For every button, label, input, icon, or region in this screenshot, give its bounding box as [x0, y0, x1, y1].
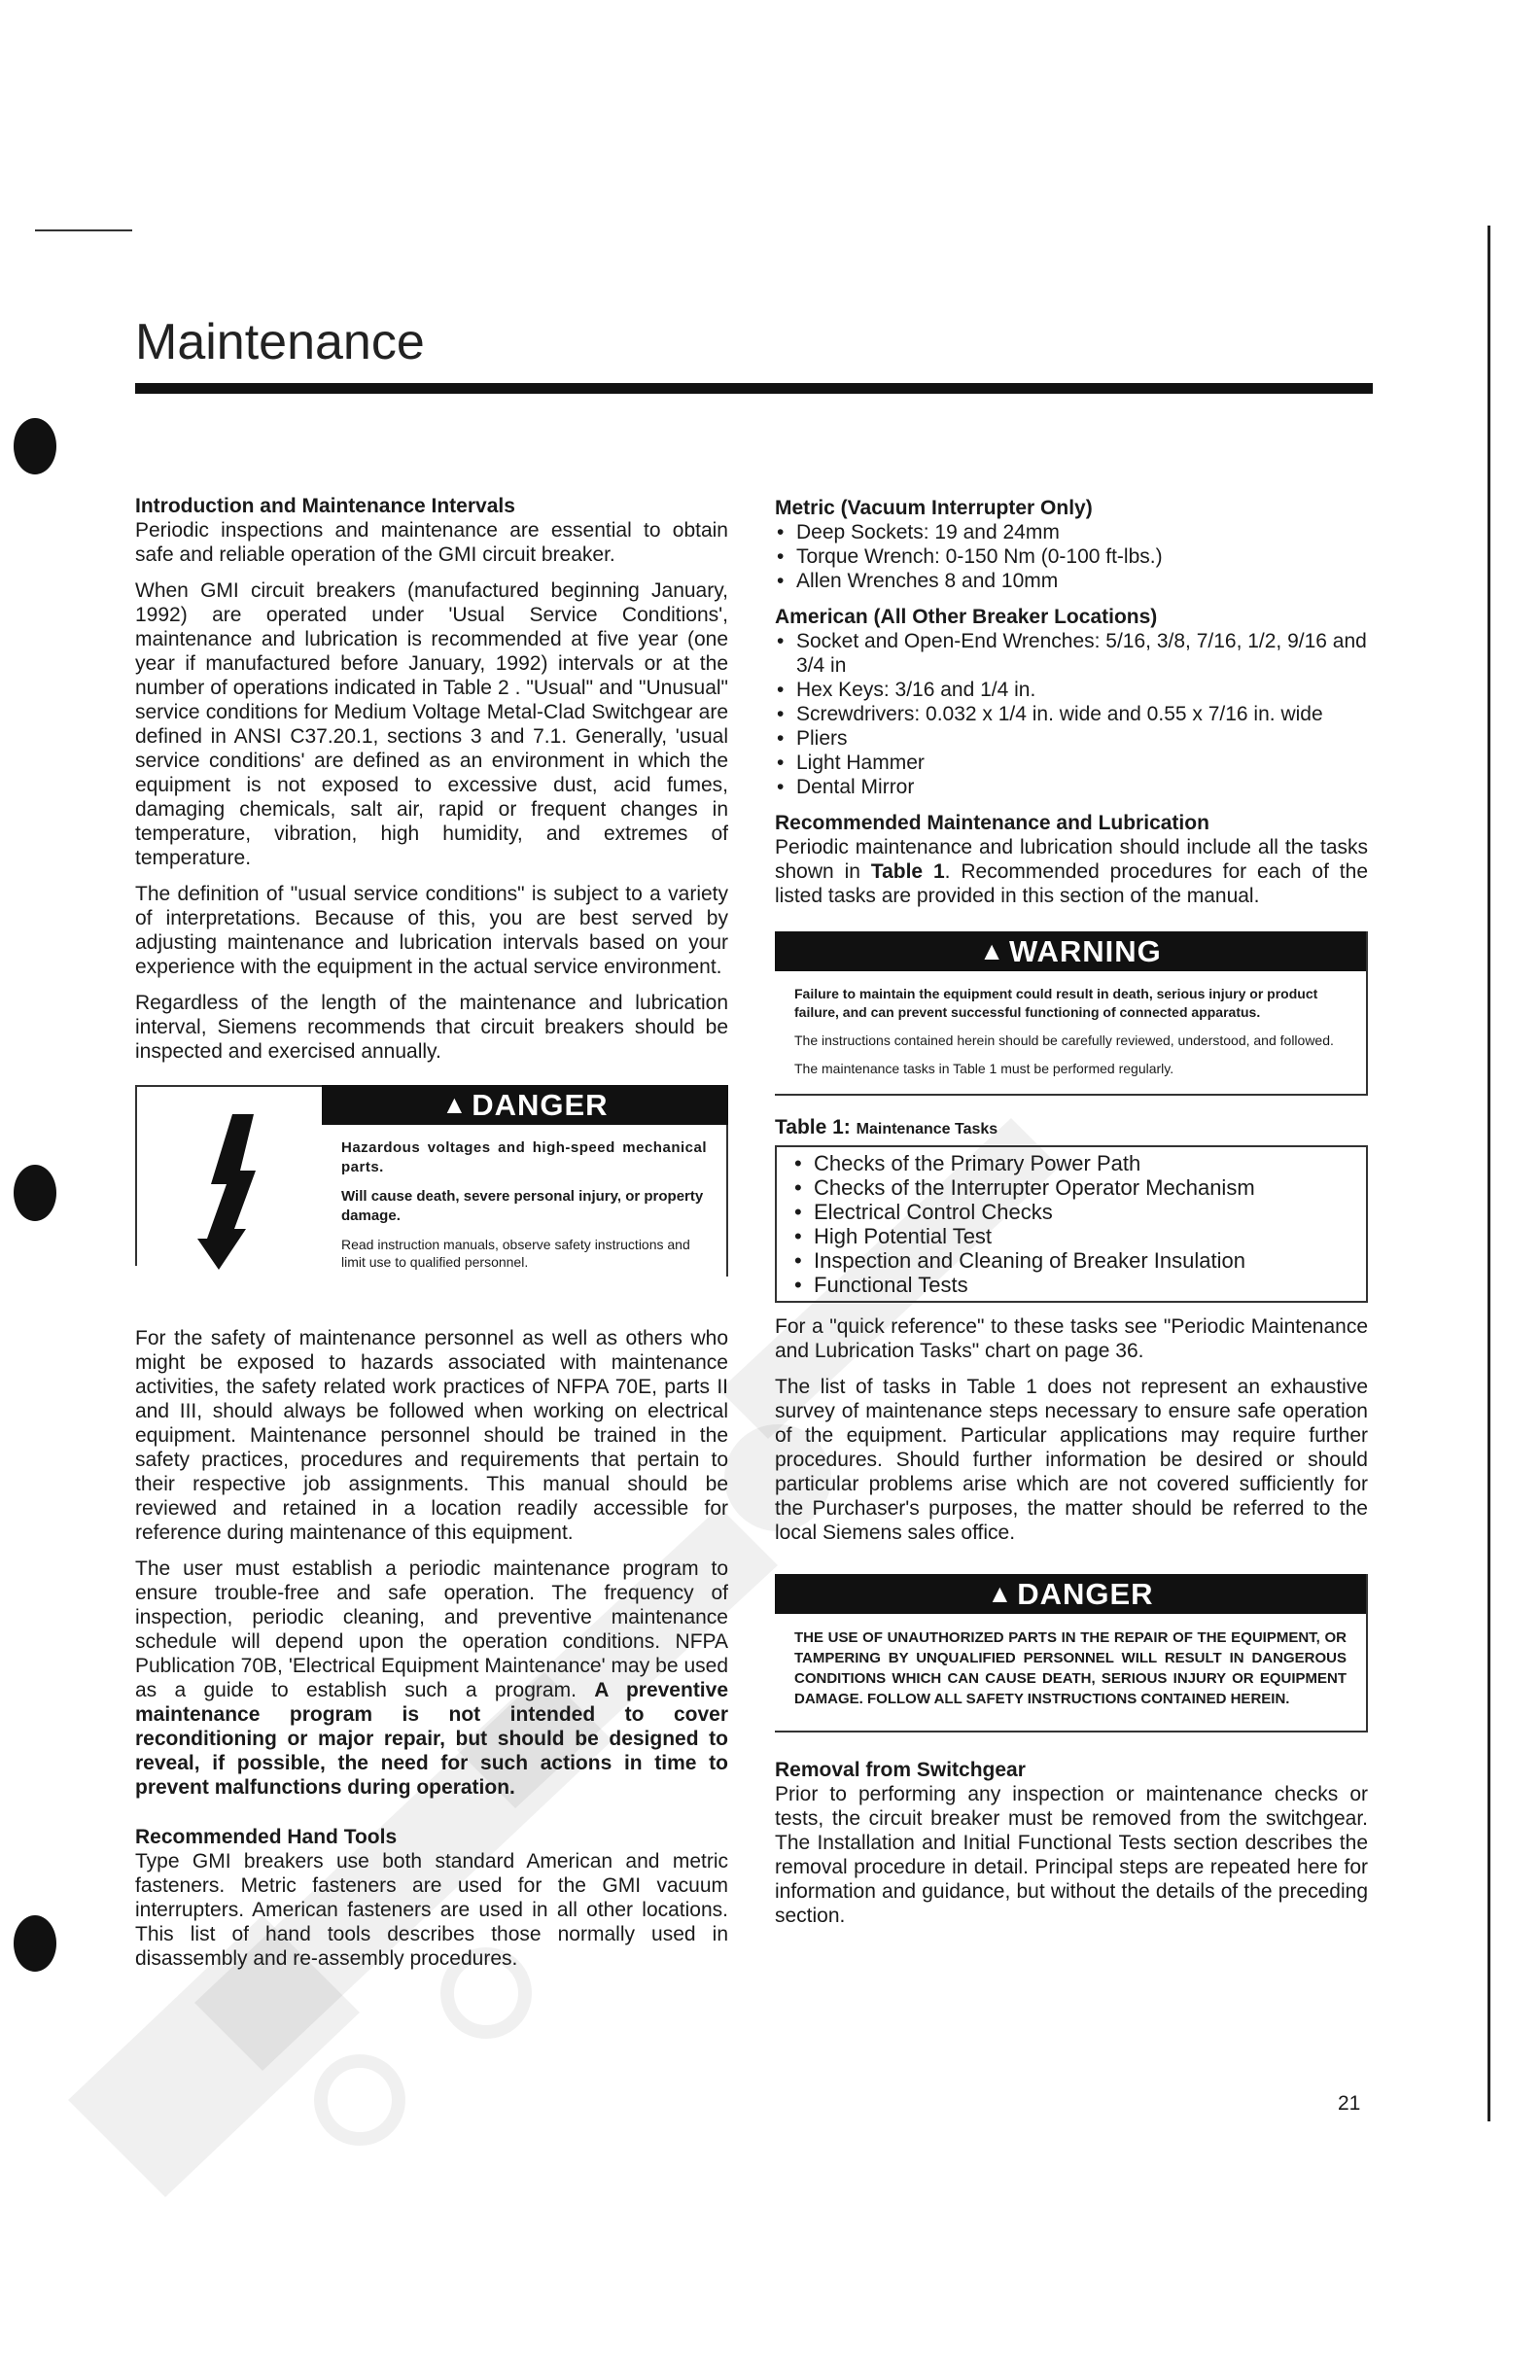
page-number: 21	[1338, 2092, 1361, 2115]
paragraph: The definition of "usual service conditions" is subject to a variety of interpretations. Because of this, you are best served by adjusting maintenance and lubrication intervals based on your experience with the equipment in the actual service environment.	[135, 883, 728, 978]
paragraph: When GMI circuit breakers (manufactured beginning January, 1992) are operated under 'Usual Service Conditions', maintenance and lubrication is recommended at five year (one year if manufactured before January, 1992) intervals or at the number of operations indicated in Table 2 . "Usual" and "Unusual" service conditions for Medium Voltage Metal-Clad Switchgear are defined in ANSI C37.20.1, sections 3 and 7.1. Generally, 'usual service conditions' are defined as an environment in which the equipment is not exposed to excessive dust, acid fumes, damaging chemicals, salt air, rapid or frequent changes in temperature, vibration, high humidity, and extremes of temperature.	[135, 579, 728, 869]
task-item: • Checks of the Primary Power Path	[812, 1151, 1354, 1175]
paragraph: Periodic inspections and maintenance are essential to obtain safe and reliable operation of the GMI circuit breaker.	[135, 519, 728, 566]
warning-box	[775, 931, 1368, 1096]
right-margin-rule	[1488, 226, 1490, 2121]
task-item: • Functional Tests	[812, 1273, 1354, 1297]
list-item: • Pliers	[794, 726, 1368, 751]
binder-hole	[14, 418, 56, 474]
section-heading: Metric (Vacuum Interrupter Only)	[775, 497, 1093, 519]
metric-tools-list	[775, 520, 1368, 593]
warning-header: ▲ WARNING	[775, 931, 1366, 971]
paragraph: Type GMI breakers use both standard American and metric fasteners. Metric fasteners are used for the GMI vacuum interrupters. American fasteners are used in all other locations. This list of hand tools describes those normally used in disassembly and re-assembly procedures.	[135, 1850, 728, 1970]
task-item: • Inspection and Cleaning of Breaker Insulation	[812, 1248, 1354, 1273]
page-title: Maintenance	[135, 314, 425, 370]
paragraph: Periodic maintenance and lubrication should include all the tasks shown in Table 1. Recommended procedures for each of the listed tasks are provided in this section of the manual.	[775, 836, 1369, 907]
lightning-bolt-icon	[193, 1114, 271, 1270]
section-heading: Introduction and Maintenance Intervals	[135, 495, 515, 517]
warning-text: The maintenance tasks in Table 1 must be performed regularly.	[794, 1061, 1174, 1076]
danger-box	[775, 1574, 1368, 1732]
list-item: • Dental Mirror	[794, 775, 1368, 799]
danger-header: ▲ DANGER	[322, 1085, 728, 1125]
right-column	[775, 496, 1368, 1940]
list-item: • Screwdrivers: 0.032 x 1/4 in. wide and 0.55 x 7/16 in. wide	[794, 702, 1368, 726]
task-item: • Electrical Control Checks	[812, 1200, 1354, 1224]
danger-box	[135, 1085, 728, 1307]
section-heading: American (All Other Breaker Locations)	[775, 606, 1158, 628]
american-tools-list	[775, 629, 1368, 799]
list-item: • Light Hammer	[794, 751, 1368, 775]
warning-text: Failure to maintain the equipment could result in death, serious injury or product failure, and can prevent successful functioning of connected apparatus.	[794, 986, 1318, 1020]
margin-tick	[35, 229, 132, 231]
danger-text: Read instruction manuals, observe safety instructions and limit use to qualified personnel.	[341, 1237, 690, 1270]
list-item: • Allen Wrenches 8 and 10mm	[794, 569, 1368, 593]
list-item: • Deep Sockets: 19 and 24mm	[794, 520, 1368, 544]
paragraph: The user must establish a periodic maintenance program to ensure trouble-free and safe operation. The frequency of inspection, periodic cleaning, and preventive maintenance schedule will depend upon the operation conditions. NFPA Publication 70B, 'Electrical Equipment Maintenance' may be used as a guide to establish such a program. A preventive maintenance program is not intended to cover reconditioning or major repair, but should be designed to reveal, if possible, the need for such actions in time to prevent malfunctions during operation.	[135, 1558, 729, 1799]
task-item: • Checks of the Interrupter Operator Mechanism	[812, 1175, 1354, 1200]
section-heading: Recommended Maintenance and Lubrication	[775, 812, 1209, 834]
list-item: • Hex Keys: 3/16 and 1/4 in.	[794, 678, 1368, 702]
paragraph: For a "quick reference" to these tasks see "Periodic Maintenance and Lubrication Tasks" chart on page 36.	[775, 1315, 1368, 1362]
warning-triangle-icon: ▲	[987, 1579, 1014, 1608]
warning-text: The instructions contained herein should be carefully reviewed, understood, and followed.	[794, 1032, 1334, 1048]
paragraph: Prior to performing any inspection or maintenance checks or tests, the circuit breaker must be removed from the switchgear. The Installation and Initial Functional Tests section describes the removal procedure in detail. Principal steps are repeated here for information and guidance, but without the details of the preceding section.	[775, 1783, 1368, 1927]
left-column	[135, 494, 728, 1982]
list-item: • Torque Wrench: 0-150 Nm (0-100 ft-lbs.)	[794, 544, 1368, 569]
paragraph: Regardless of the length of the maintenance and lubrication interval, Siemens recommends that circuit breakers should be inspected and exercised annually.	[135, 992, 728, 1063]
section-heading: Removal from Switchgear	[775, 1759, 1026, 1781]
task-item: • High Potential Test	[812, 1224, 1354, 1248]
danger-header: ▲ DANGER	[775, 1574, 1366, 1614]
danger-text: THE USE OF UNAUTHORIZED PARTS IN THE REPAIR OF THE EQUIPMENT, OR TAMPERING BY UNQUALIFIED PERSONNEL WILL RESULT IN DANGEROUS CONDITIONS WHICH CAN CAUSE DEATH, SERIOUS INJURY OR EQUIPMENT DAMAGE. FOLLOW ALL SAFETY INSTRUCTIONS CONTAINED HEREIN.	[794, 1629, 1347, 1707]
warning-triangle-icon: ▲	[979, 936, 1005, 965]
paragraph: For the safety of maintenance personnel as well as others who might be exposed to hazards associated with maintenance activities, the safety related work practices of NFPA 70E, parts II and III, should always be followed when working on electrical equipment. Maintenance personnel should be trained in the safety practices, procedures and requirements that pertain to their respective job assignments. This manual should be reviewed and retained in a location readily accessible for reference during maintenance of this equipment.	[135, 1327, 728, 1544]
paragraph: The list of tasks in Table 1 does not represent an exhaustive survey of maintenance steps necessary to ensure safe operation of the equipment. Particular applications may require further procedures. Should further information be desired or should particular problems arise which are not covered sufficiently for the Purchaser's purposes, the matter should be referred to the local Siemens sales office.	[775, 1376, 1368, 1544]
warning-triangle-icon: ▲	[441, 1090, 469, 1119]
list-item: • Socket and Open-End Wrenches: 5/16, 3/8, 7/16, 1/2, 9/16 and 3/4 in	[794, 629, 1368, 678]
section-heading: Recommended Hand Tools	[135, 1826, 398, 1848]
title-rule	[135, 383, 1373, 394]
maintenance-tasks-table	[775, 1145, 1368, 1303]
table1-caption: Table 1: Maintenance Tasks	[775, 1116, 998, 1138]
danger-text: Hazardous voltages and high-speed mechanical parts.	[341, 1139, 707, 1175]
danger-text: Will cause death, severe personal injury, or property damage.	[341, 1188, 704, 1224]
